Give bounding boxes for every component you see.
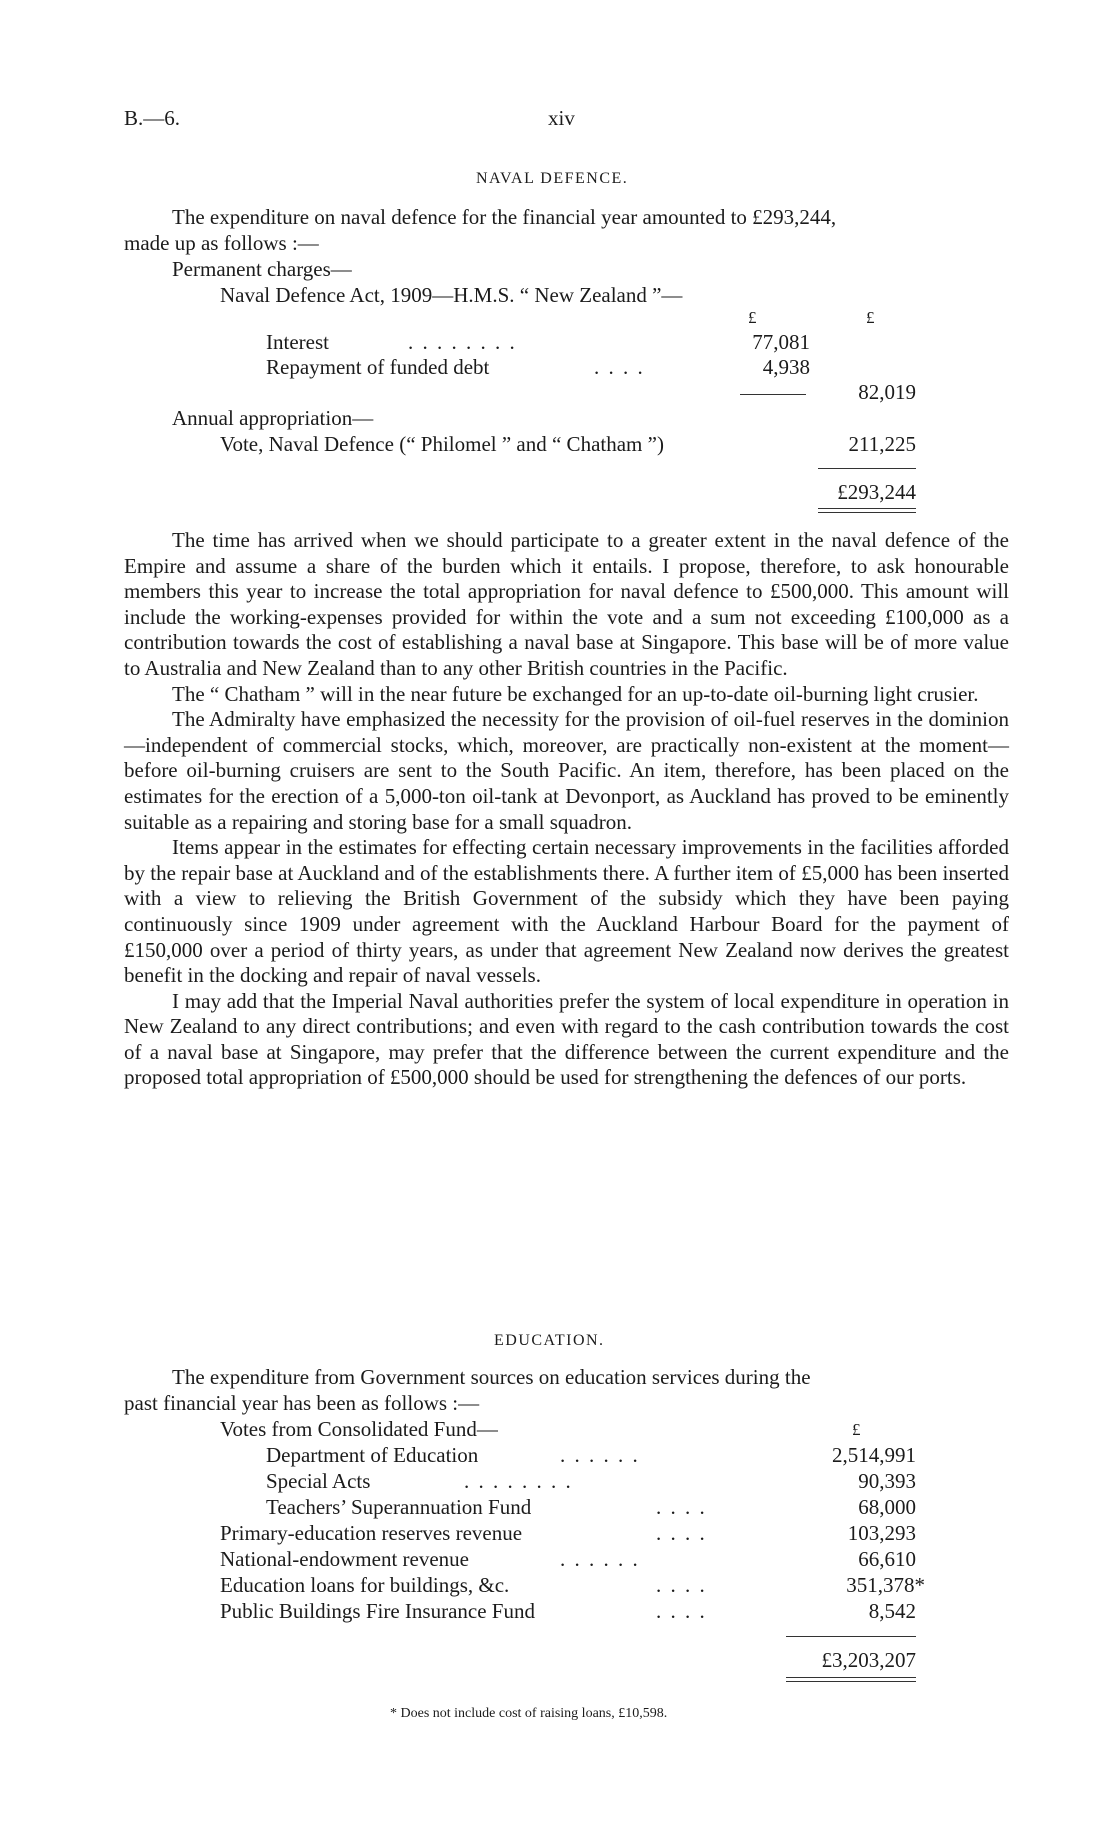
column-pound-sign-1: £ (748, 308, 757, 327)
section-title-naval-defence: NAVAL DEFENCE. (476, 170, 629, 187)
row-leaders: . . . . . . (560, 1547, 640, 1571)
naval-paragraph: The “ Chatham ” will in the near future be exchanged for an up-to-date oil-burning light crusier. (172, 681, 979, 706)
row-value: 68,000 (858, 1495, 916, 1519)
total-rule-double-2 (818, 512, 916, 513)
annual-appropriation-label: Annual appropriation— (172, 406, 374, 430)
row-label: National-endowment revenue (220, 1547, 469, 1571)
permanent-charges-label: Permanent charges— (172, 257, 352, 281)
repayment-label: Repayment of funded debt (266, 355, 490, 379)
row-value: 66,610 (858, 1547, 916, 1571)
vote-naval-defence-value: 211,225 (848, 432, 916, 456)
row-leaders: . . . . (656, 1521, 707, 1545)
row-leaders: . . . . (656, 1495, 707, 1519)
row-value: 90,393 (858, 1469, 916, 1493)
naval-paragraph: Items appear in the estimates for effecting certain necessary improvements in the facilities afforded by the repair base at Auckland and of the establishments there. A further item of £5,000 has been inserted with a view to relieving the British Government of the subsidy which they have been paying continuously since 1909 under agreement with the Auckland Harbour Board for the payment of £150,000 over a period of thirty years, as under that agreement New Zealand now derives the greatest benefit in the docking and repair of naval vessels. (124, 835, 1009, 988)
repayment-leaders: . . . . (594, 355, 645, 379)
row-leaders: . . . . (656, 1573, 707, 1597)
votes-consolidated-fund-label: Votes from Consolidated Fund— (220, 1417, 498, 1441)
naval-intro-line-2: made up as follows :— (124, 231, 319, 255)
row-label: Department of Education (266, 1443, 479, 1467)
naval-total-value: £293,244 (837, 480, 916, 504)
row-label: Teachers’ Superannuation Fund (266, 1495, 532, 1519)
naval-paragraph: I may add that the Imperial Naval authorities prefer the system of local expenditure in operation in New Zealand to any direct contributions; and even with regard to the cash contribution towards the cost of a naval base at Singapore, may prefer that the difference between the current expenditure and the proposed total appropriation of £500,000 should be used for strengthening the defences of our ports. (124, 988, 1009, 1090)
education-total-rule-double-2 (786, 1681, 916, 1682)
repayment-value: 4,938 (762, 355, 810, 379)
section-title-education: EDUCATION. (494, 1332, 605, 1349)
row-value: 2,514,991 (832, 1443, 916, 1467)
row-value: 8,542 (868, 1599, 916, 1623)
row-label: Education loans for buildings, &c. (220, 1573, 510, 1597)
subtotal-value: 82,019 (858, 380, 916, 404)
row-label: Special Acts (266, 1469, 371, 1493)
row-value: 351,378* (846, 1573, 925, 1597)
total-rule-top (818, 468, 916, 469)
vote-naval-defence-label: Vote, Naval Defence (“ Philomel ” and “ Chatham ”) (220, 432, 664, 456)
column-pound-sign-2: £ (866, 308, 875, 327)
interest-label: Interest (266, 330, 329, 354)
naval-paragraph: The time has arrived when we should participate to a greater extent in the naval defence of the Empire and assume a share of the burden which it entails. I propose, therefore, to ask honourable members this year to increase the total appropriation for naval defence to £500,000. This amount will include the working-expenses provided for within the vote and a sum not exceeding £100,000 as a contribution towards the cost of establishing a naval base at Singapore. This base will be of more value to Australia and New Zealand than to any other British countries in the Pacific. (124, 528, 1009, 680)
education-total-value: £3,203,207 (821, 1648, 916, 1672)
row-label: Public Buildings Fire Insurance Fund (220, 1599, 535, 1623)
row-label: Primary-education reserves revenue (220, 1521, 523, 1545)
interest-value: 77,081 (752, 330, 810, 354)
education-total-rule-top (786, 1636, 916, 1637)
footnote: * Does not include cost of raising loans, £10,598. (390, 1706, 668, 1721)
row-leaders: . . . . (656, 1599, 707, 1623)
naval-intro-line-1: The expenditure on naval defence for the financial year amounted to £293,244, (172, 205, 837, 229)
total-rule-double-1 (818, 508, 916, 509)
interest-leaders: . . . . . . . . (408, 330, 517, 354)
naval-defence-act-label: Naval Defence Act, 1909—H.M.S. “ New Zealand ”— (220, 283, 683, 307)
education-intro-line-1: The expenditure from Government sources on education services during the (172, 1365, 811, 1389)
column-pound-sign: £ (852, 1420, 861, 1439)
row-leaders: . . . . . . . . (464, 1469, 573, 1493)
education-intro-line-2: past financial year has been as follows :— (124, 1391, 480, 1415)
page-number: xiv (548, 106, 575, 130)
naval-discussion (124, 528, 1009, 1091)
naval-paragraph: The Admiralty have emphasized the necessity for the provision of oil-fuel reserves in the dominion—independent of commercial stocks, which, moreover, are practically non-existent at the moment—before oil-burning cruisers are sent to the South Pacific. An item, therefore, has been placed on the estimates for the erection of a 5,000-ton oil-tank at Devonport, as Auckland has proved to be eminently suitable as a repairing and storing base for a small squadron. (124, 707, 1009, 834)
report-reference: B.—6. (124, 106, 181, 130)
subtotal-rule (740, 394, 806, 395)
row-value: 103,293 (847, 1521, 916, 1545)
row-leaders: . . . . . . (560, 1443, 640, 1467)
education-total-rule-double-1 (786, 1677, 916, 1678)
